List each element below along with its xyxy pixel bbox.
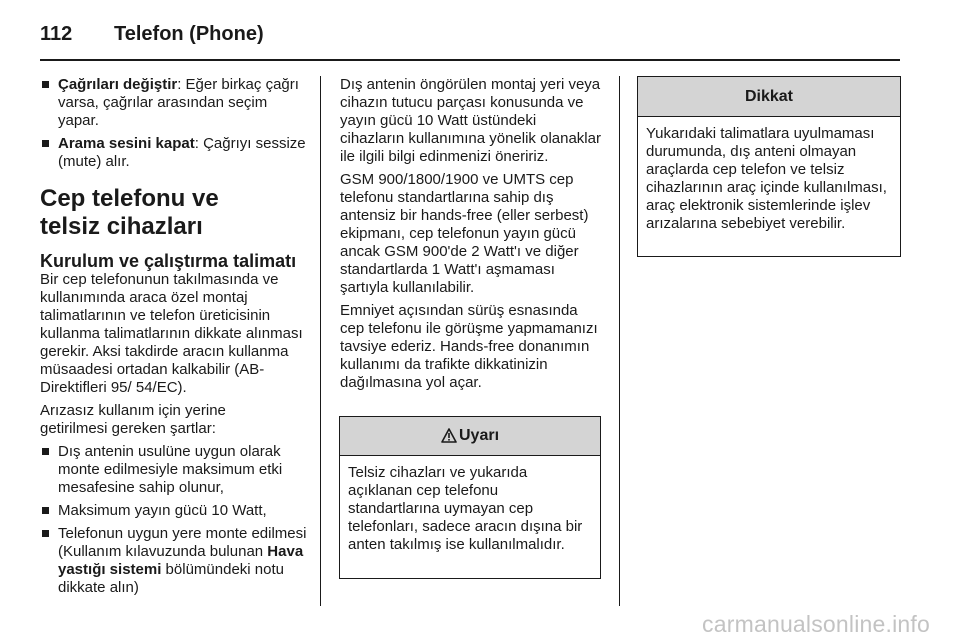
column-middle [340,76,604,397]
column-left [40,76,308,602]
bullet-square-icon [42,507,49,514]
page-number: 112 [40,23,73,45]
list-item-emphasis: Hava yastığı sistemi [58,543,304,578]
bullet-square-icon [42,530,49,537]
warning-box [339,416,601,579]
site-watermark: carmanualsonline.info [702,611,930,637]
caution-box-header: Dikkat [638,77,900,117]
list-item [40,76,308,130]
list-item-text-tail: bölümündeki notu dikkate alın) [58,561,284,596]
header-rule [40,59,900,61]
bullet-square-icon [42,81,49,88]
warning-text: Telsiz cihazları ve yukarıda açıklanan cep telefonu standartlarına uymayan cep telefonları, sadece aracın dışına bir anten takılmış ise kullanılmalıdır. [348,464,583,553]
column-divider-left [320,76,321,606]
list-item-text: Telefonun uygun yere monte edilmesi (Kullanım kılavuzunda bulunan [58,525,307,560]
bullet-square-icon [42,448,49,455]
bullet-text: : Eğer birkaç çağrı varsa, çağrılar arasından seçim yapar. [58,76,299,129]
caution-box [637,76,901,257]
list-item [40,135,308,171]
warning-title: Uyarı [458,427,500,444]
bullet-text: : Çağrıyı sessize (mute) alır. [58,135,306,170]
column-divider-right [619,76,620,606]
section-heading: Cep telefonu ve telsiz cihazları [40,185,219,240]
page-header [40,22,264,46]
paragraph: Emniyet açısından sürüş esnasında cep telefonu ile görüşme yapmamanızı tavsiye ederiz. Hands-free donanımın kullanımı da trafikte dikkatinizin dağılmasına yol açar. [340,302,598,391]
list-item [40,443,308,497]
list-item [40,525,308,597]
subsection-heading: Kurulum ve çalıştırma talimatı [40,251,297,271]
list-item-text: Maksimum yayın gücü 10 Watt, [58,502,267,519]
list-item-text: Dış antenin usulüne uygun olarak monte edilmesiyle maksimum etki mesafesine sahip olunur, [58,443,283,496]
bullet-term: Arama sesini kapat [58,135,195,152]
paragraph: Dış antenin öngörülen montaj yeri veya cihazın tutucu parçası konusunda ve yayın gücü 10 Watt üstündeki cihazların kullanımına yönelik olanaklar ile ilgili bilgi edinmenizi öneririz. [340,76,601,165]
warning-triangle-icon [441,420,457,458]
paragraph: GSM 900/1800/1900 ve UMTS cep telefonu standartlarına sahip dış antensiz bir hands-free (eller serbest) ekipmanı, cep telefonun yayın gücü ancak GSM 900'de 2 Watt'ı ve diğer standartlarda 1 Watt'ı aşmaması şartıyla kullanılabilir. [340,171,589,296]
bullet-square-icon [42,140,49,147]
paragraph: Bir cep telefonunun takılmasında ve kullanımında araca özel montaj talimatlarının ve telefon üreticisinin kullanma talimatlarının dikkate alınması gerekir. Aksi takdirde aracın kullanma müsaadesi ortadan kalkabilir (AB-Direktifleri 95/ 54/EC). [40,271,303,396]
caution-text: Yukarıdaki talimatlara uyulmaması durumunda, dış anteni olmayan araçlarda cep telefon ve telsiz cihazlarının araç içinde kullanılması, araç elektronik sistemlerinde işlev arızalarına sebebiyet verebilir. [646,125,887,232]
page-title: Telefon (Phone) [114,23,264,45]
paragraph: Arızasız kullanım için yerine getirilmesi gereken şartlar: [40,402,226,437]
list-item [40,502,308,520]
warning-box-header [340,417,600,456]
bullet-term: Çağrıları değiştir [58,76,178,93]
